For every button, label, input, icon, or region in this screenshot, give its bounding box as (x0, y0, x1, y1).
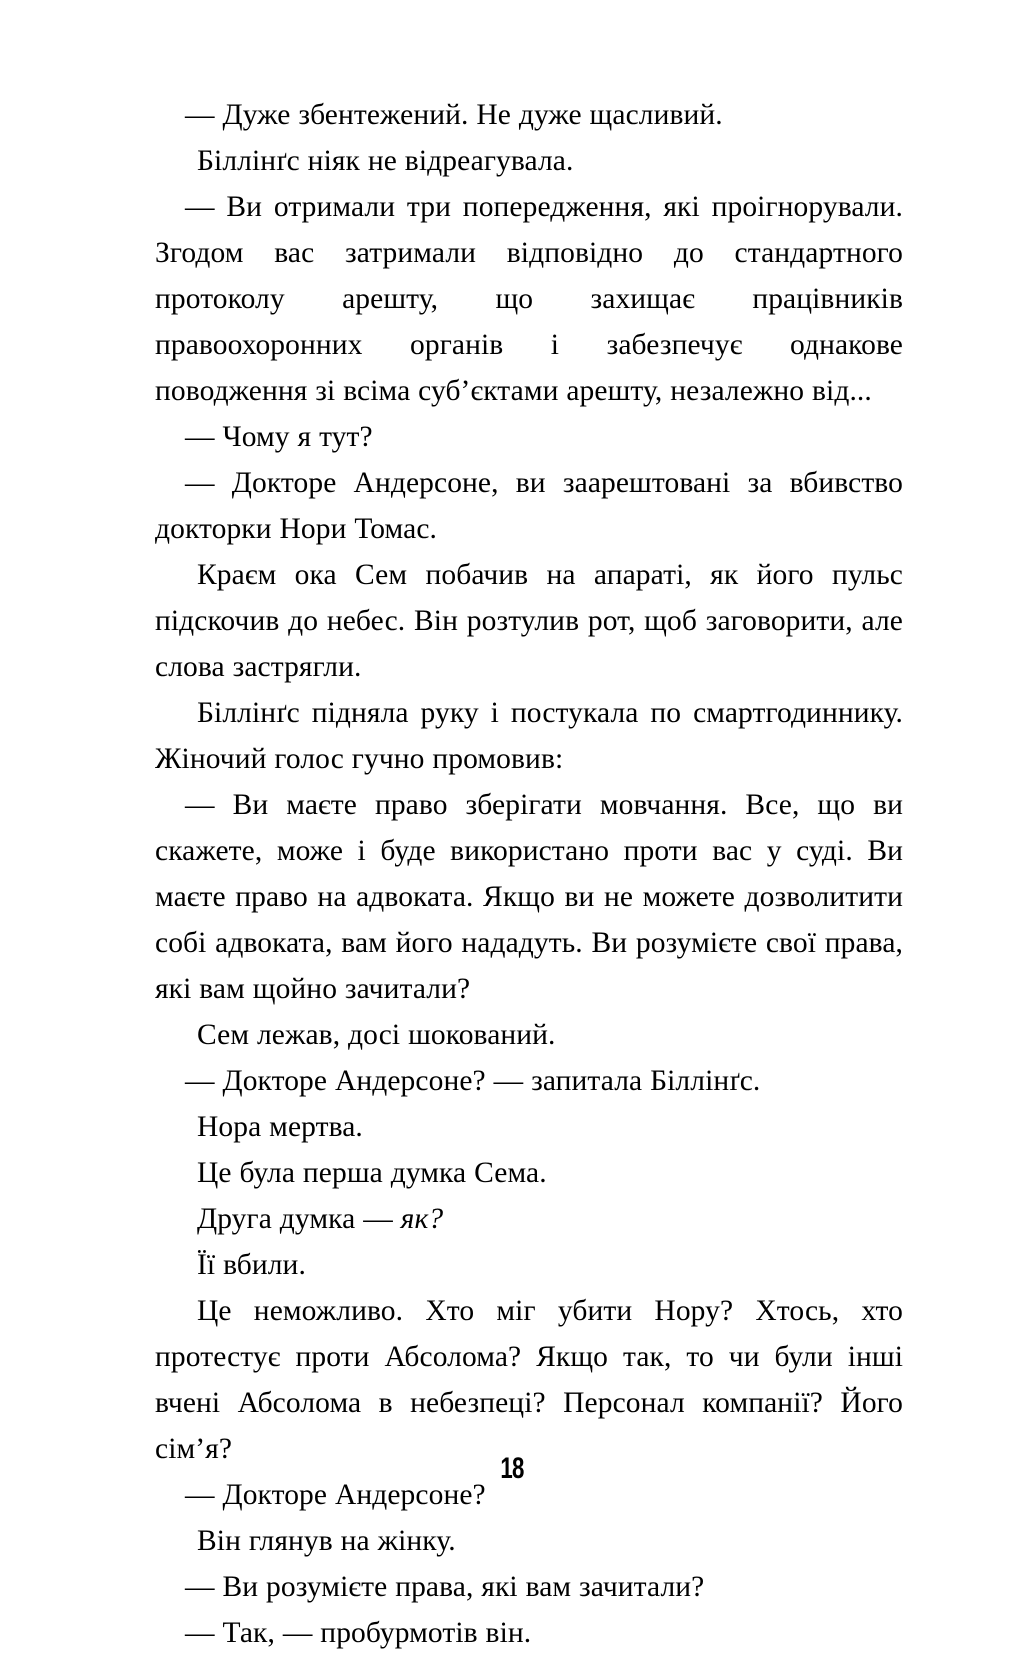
paragraph: — Так, — пробурмотів він. (185, 1617, 532, 1649)
emphasis-text: як? (400, 1203, 444, 1235)
paragraph: Сем лежав, досі шокований. (197, 1019, 556, 1051)
page-number: 18 (500, 1452, 524, 1485)
paragraph: Це була перша думка Сема. (197, 1157, 547, 1189)
paragraph: Біллінґс підняла руку і постукала по смартгодиннику. Жіночий голос гучно промовив: (155, 697, 903, 775)
paragraph: — Докторе Андерсоне, ви заарештовані за вбивство докторки Нори Томас. (155, 467, 903, 545)
paragraph: — Ви отримали три попередження, які проігнорували. Згодом вас затримали відповідно до стандартного протоколу арешту, що захищає працівників правоохоронних органів і забезпечує однакове поводження зі всіма суб’єктами арешту, незалежно від... (155, 191, 903, 407)
paragraph: — Дуже збентежений. Не дуже щасливий. (185, 99, 723, 131)
paragraph: Біллінґс ніяк не відреагувала. (197, 145, 574, 177)
paragraph: — Докторе Андерсоне? — запитала Біллінґс. (185, 1065, 761, 1097)
paragraph: — Докторе Андерсоне? (185, 1479, 486, 1511)
paragraph: — Чому я тут? (185, 421, 373, 453)
paragraph: Її вбили. (197, 1249, 306, 1281)
page-text-block (155, 92, 903, 1656)
paragraph: Він глянув на жінку. (197, 1525, 456, 1557)
paragraph: Нора мертва. (197, 1111, 363, 1143)
paragraph-text-lead: Друга думка — (197, 1203, 401, 1235)
paragraph-with-italic (155, 1196, 903, 1242)
paragraph: — Ви розумієте права, які вам зачитали? (185, 1571, 705, 1603)
paragraph: Краєм ока Сем побачив на апараті, як його пульс підскочив до небес. Він розтулив рот, щоб заговорити, але слова застрягли. (155, 559, 903, 683)
paragraph: — Ви маєте право зберігати мовчання. Все, що ви скажете, може і буде використано проти вас у суді. Ви маєте право на адвоката. Якщо ви не можете дозволитити собі адвоката, вам його нададуть. Ви розумієте свої права, які вам щойно зачитали? (155, 789, 903, 1005)
paragraph: Це неможливо. Хто міг убити Нору? Хтось, хто протестує проти Абсолома? Якщо так, то чи були інші вчені Абсолома в небезпеці? Персонал компанії? Його сім’я? (155, 1295, 903, 1465)
